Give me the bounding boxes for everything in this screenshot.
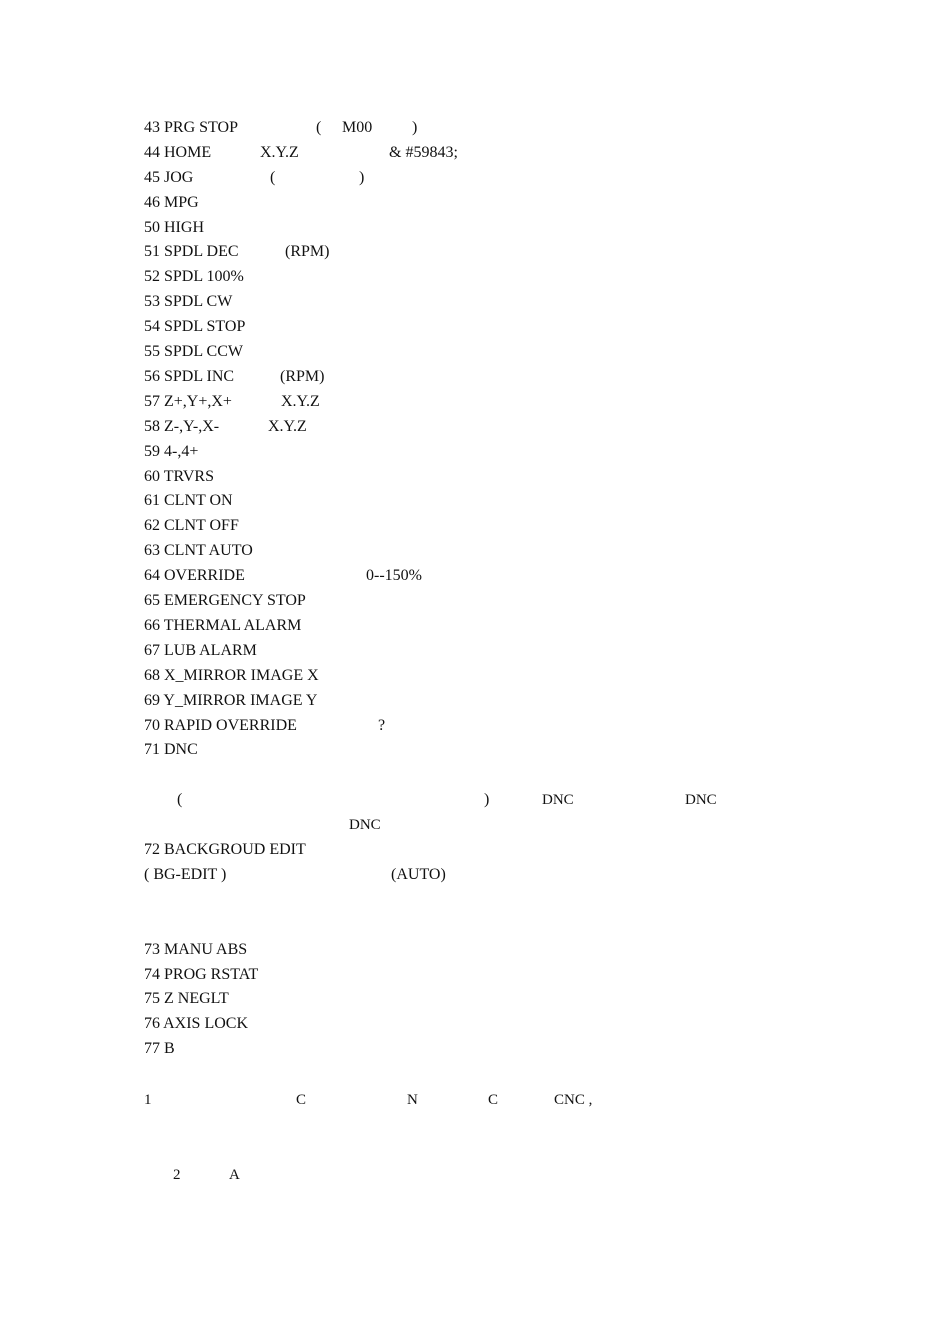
line-61-label: 61 CLNT ON (144, 492, 233, 509)
line-52-label: 52 SPDL 100% (144, 268, 244, 285)
line-46-label: 46 MPG (144, 194, 199, 211)
line-53-label: 53 SPDL CW (144, 293, 233, 310)
line-67-label: 67 LUB ALARM (144, 642, 257, 659)
line-76-label: 76 AXIS LOCK (144, 1015, 249, 1032)
line-58-label: 58 Z-,Y-,X- (144, 418, 220, 435)
line-55-label: 55 SPDL CCW (144, 343, 243, 360)
line-44-label: 44 HOME (144, 144, 212, 161)
dnc-note-term-2: DNC (685, 792, 717, 808)
line-59-label: 59 4-,4+ (144, 443, 199, 460)
dnc-note-term-1: DNC (542, 792, 574, 808)
note-2-a: A (229, 1167, 240, 1183)
line-60-label: 60 TRVRS (144, 468, 214, 485)
note-1-number: 1 (144, 1092, 152, 1108)
line-43-label: 43 PRG STOP (144, 119, 238, 136)
note-2-number: 2 (173, 1167, 181, 1183)
line-63-label: 63 CLNT AUTO (144, 542, 253, 559)
bg-edit-label: ( BG-EDIT ) (144, 866, 227, 883)
dnc-note-term-3: DNC (349, 817, 381, 833)
line-56-label: 56 SPDL INC (144, 368, 235, 385)
note-1-n: N (407, 1092, 418, 1108)
line-56-unit: (RPM) (280, 368, 325, 385)
line-54-label: 54 SPDL STOP (144, 318, 246, 335)
line-75-label: 75 Z NEGLT (144, 990, 229, 1007)
line-62-label: 62 CLNT OFF (144, 517, 239, 534)
line-73-label: 73 MANU ABS (144, 941, 248, 958)
line-51-unit: (RPM) (285, 243, 330, 260)
line-77-label: 77 B (144, 1040, 175, 1057)
line-64-range: 0--150% (366, 567, 422, 584)
line-74-label: 74 PROG RSTAT (144, 966, 259, 983)
bg-edit-mode: (AUTO) (391, 866, 446, 883)
line-43-code: M00 (342, 119, 373, 136)
line-45-label: 45 JOG (144, 169, 194, 186)
line-50-label: 50 HIGH (144, 219, 204, 236)
line-68-label: 68 X_MIRROR IMAGE X (144, 667, 319, 684)
dnc-note-open-paren: ( (177, 791, 183, 808)
line-45-close-paren: ) (359, 169, 365, 186)
note-1-c-2: C (488, 1092, 499, 1108)
line-44-entity: & #59843; (389, 144, 458, 161)
line-58-axes: X.Y.Z (268, 418, 307, 435)
note-1-c-1: C (296, 1092, 307, 1108)
line-70-label: 70 RAPID OVERRIDE (144, 717, 297, 734)
line-70-question: ? (378, 717, 386, 734)
line-45-open-paren: ( (270, 169, 276, 186)
line-51-label: 51 SPDL DEC (144, 243, 239, 260)
note-1-cnc: CNC , (554, 1092, 593, 1108)
line-65-label: 65 EMERGENCY STOP (144, 592, 306, 609)
line-57-label: 57 Z+,Y+,X+ (144, 393, 232, 410)
line-72-label: 72 BACKGROUD EDIT (144, 841, 306, 858)
line-57-axes: X.Y.Z (281, 393, 320, 410)
line-69-label: 69 Y_MIRROR IMAGE Y (144, 692, 318, 709)
line-64-label: 64 OVERRIDE (144, 567, 245, 584)
dnc-note-close-paren: ) (484, 791, 490, 808)
line-43-close-paren: ) (412, 119, 418, 136)
line-44-axes: X.Y.Z (260, 144, 299, 161)
line-71-label: 71 DNC (144, 741, 198, 758)
line-66-label: 66 THERMAL ALARM (144, 617, 302, 634)
line-43-open-paren: ( (316, 119, 322, 136)
